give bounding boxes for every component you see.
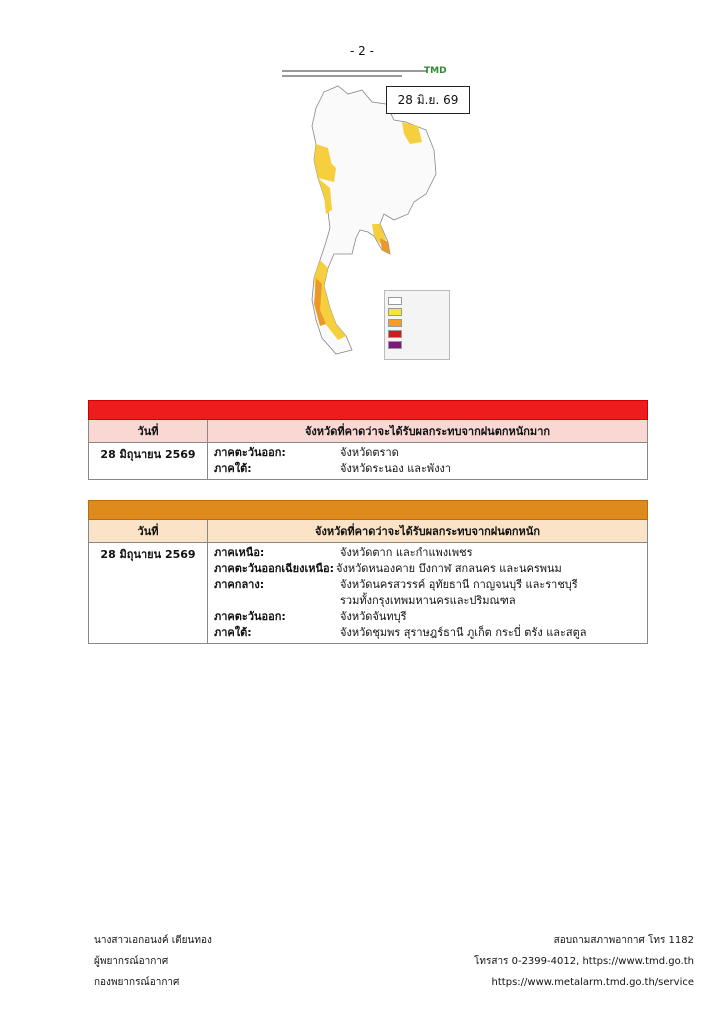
heavy-band	[89, 501, 648, 520]
contact-phone: สอบถามสภาพอากาศ โทร 1182	[553, 935, 694, 946]
header-date: วันที่	[89, 420, 208, 443]
heavy-header	[89, 520, 648, 543]
table-row	[89, 543, 648, 644]
very-heavy-rain-table	[88, 400, 648, 480]
date-cell: 28 มิถุนายน 2569	[89, 443, 208, 480]
region-name: ภาคตะวันออก:	[214, 610, 286, 623]
region-name: ภาคตะวันออก:	[214, 446, 286, 459]
map-legend	[384, 290, 450, 360]
table-row	[89, 443, 648, 480]
region-name: ภาคตะวันออกเฉียงเหนือ:	[214, 562, 335, 575]
footer-signature	[94, 930, 212, 993]
contact-fax-web[interactable]: โทรสาร 0-2399-4012, https://www.tmd.go.th	[474, 956, 694, 967]
region-provinces: จังหวัดหนองคาย บึงกาฬ สกลนคร และนครพนม	[336, 562, 562, 575]
map-date-label: 28 มิ.ย. 69	[386, 86, 470, 114]
forecaster-title: ผู้พยากรณ์อากาศ	[94, 956, 169, 967]
region-name: ภาคใต้:	[214, 462, 252, 475]
date-cell: 28 มิถุนายน 2569	[89, 543, 208, 644]
footer-contact	[474, 930, 694, 993]
region-name: ภาคใต้:	[214, 626, 252, 639]
region-provinces: จังหวัดนครสวรรค์ อุทัยธานี กาญจนบุรี และราชบุรี	[340, 578, 578, 591]
region-provinces: จังหวัดระนอง และพังงา	[340, 462, 452, 475]
contact-service-url[interactable]: https://www.metalarm.tmd.go.th/service	[491, 977, 694, 988]
region-provinces: จังหวัดตาก และกำแพงเพชร	[340, 546, 473, 559]
tmd-logo: TMD	[424, 66, 447, 76]
rainfall-forecast-map	[276, 64, 476, 364]
header-date: วันที่	[89, 520, 208, 543]
region-name: ภาคเหนือ:	[214, 546, 265, 559]
page-number: - 2 -	[350, 44, 374, 58]
heavy-rain-table	[88, 500, 648, 644]
very-heavy-band	[89, 401, 648, 420]
forecaster-name: นางสาวเอกอนงค์ เตียนทอง	[94, 935, 212, 946]
region-provinces: จังหวัดตราด	[340, 446, 399, 459]
region-provinces: รวมทั้งกรุงเทพมหานครและปริมณฑล	[340, 594, 516, 607]
header-provinces: จังหวัดที่คาดว่าจะได้รับผลกระทบจากฝนตกหนัก	[208, 520, 648, 543]
forecast-division: กองพยากรณ์อากาศ	[94, 977, 180, 988]
region-name: ภาคกลาง:	[214, 578, 265, 591]
very-heavy-header	[89, 420, 648, 443]
region-name	[214, 593, 340, 609]
region-provinces: จังหวัดจันทบุรี	[340, 610, 407, 623]
region-provinces: จังหวัดชุมพร สุราษฎร์ธานี ภูเก็ต กระบี่ ตรัง และสตูล	[340, 626, 587, 639]
header-provinces: จังหวัดที่คาดว่าจะได้รับผลกระทบจากฝนตกหนักมาก	[208, 420, 648, 443]
